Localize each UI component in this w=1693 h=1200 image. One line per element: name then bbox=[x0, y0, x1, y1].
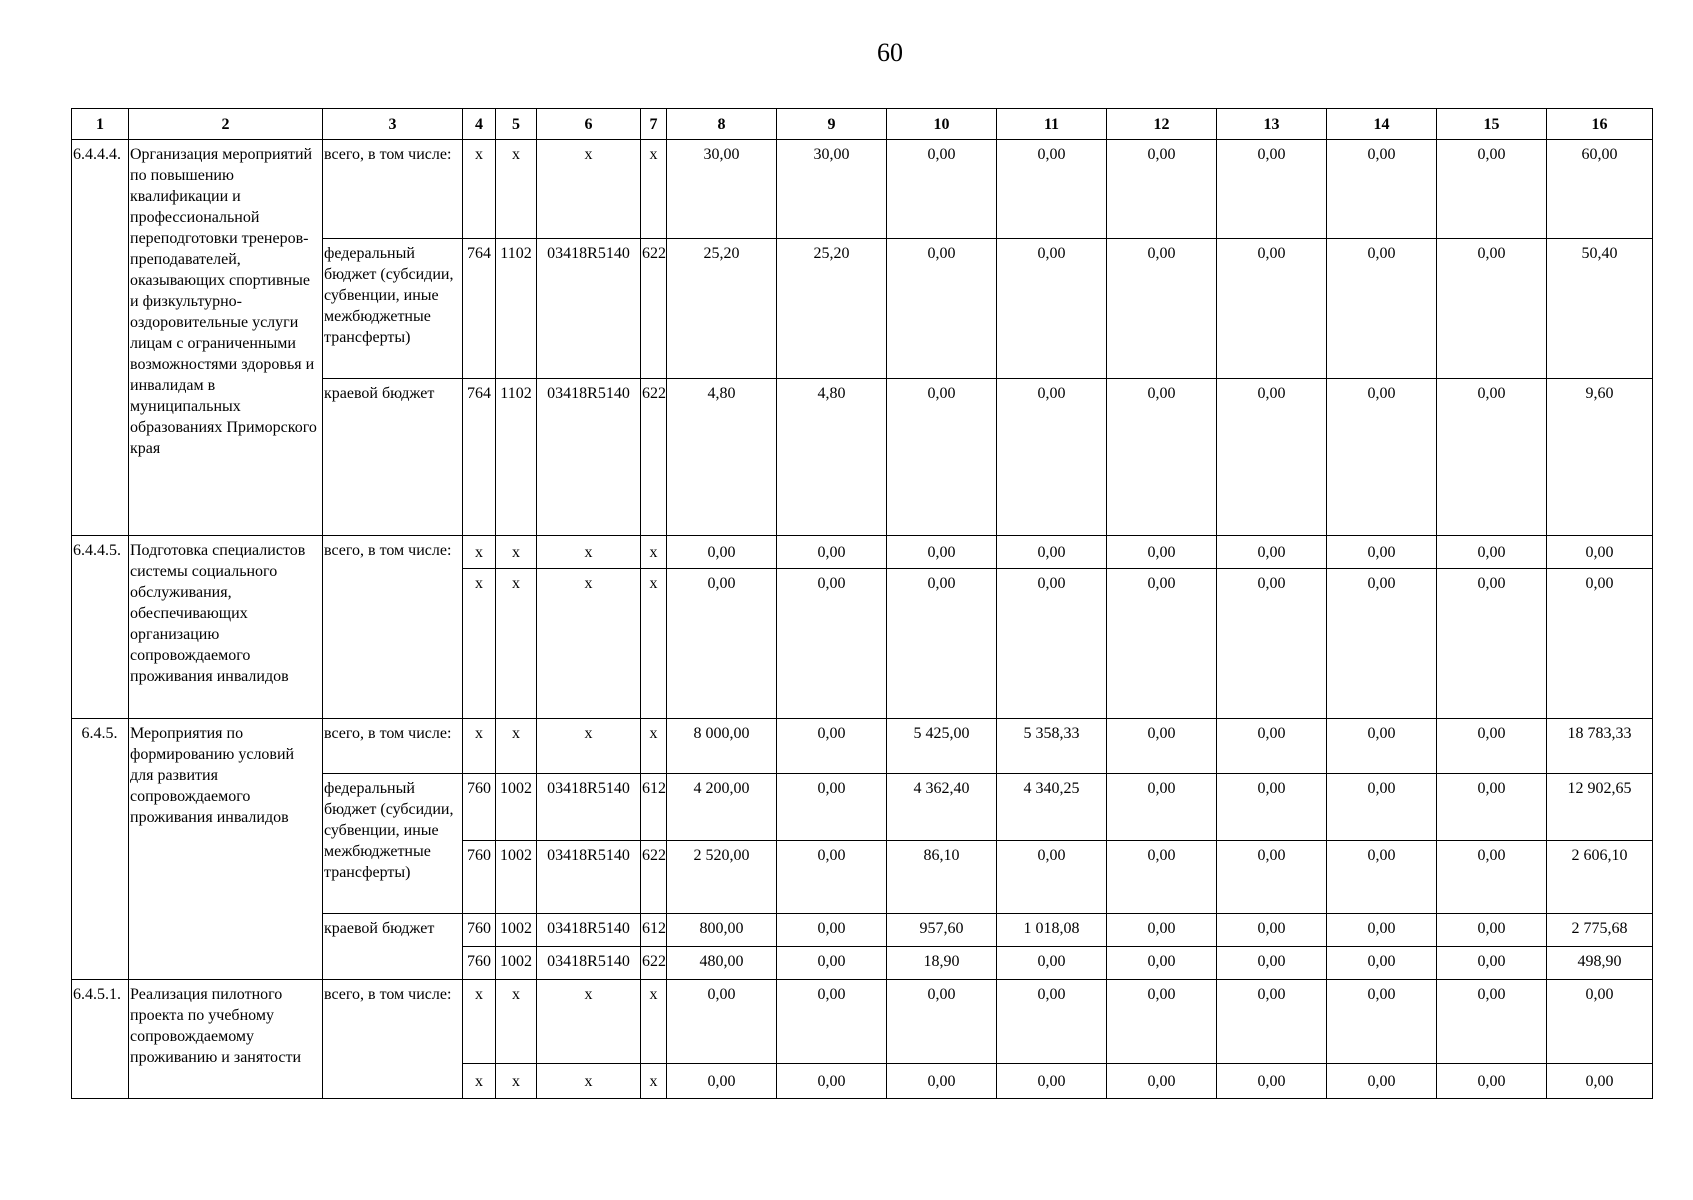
code-cell: 612 bbox=[641, 914, 667, 947]
value-cell: 25,20 bbox=[777, 239, 887, 379]
code-cell: 1002 bbox=[496, 914, 537, 947]
value-cell: 0,00 bbox=[997, 140, 1107, 239]
value-cell: 0,00 bbox=[1327, 914, 1437, 947]
budget-table bbox=[71, 108, 1653, 1099]
value-cell: 30,00 bbox=[777, 140, 887, 239]
column-header: 11 bbox=[997, 109, 1107, 140]
table-header-row bbox=[72, 109, 1653, 140]
column-header: 12 bbox=[1107, 109, 1217, 140]
code-cell: 03418R5140 bbox=[537, 239, 641, 379]
code-cell: x bbox=[463, 980, 496, 1064]
code-cell: x bbox=[641, 140, 667, 239]
value-cell: 0,00 bbox=[777, 569, 887, 719]
code-cell: 03418R5140 bbox=[537, 947, 641, 980]
column-header: 8 bbox=[667, 109, 777, 140]
value-cell: 0,00 bbox=[1437, 841, 1547, 914]
value-cell: 0,00 bbox=[1437, 379, 1547, 536]
value-cell: 0,00 bbox=[1107, 1064, 1217, 1099]
column-header: 3 bbox=[323, 109, 463, 140]
value-cell: 0,00 bbox=[1107, 536, 1217, 569]
value-cell: 0,00 bbox=[1107, 719, 1217, 774]
value-cell: 0,00 bbox=[1217, 980, 1327, 1064]
column-header: 1 bbox=[72, 109, 129, 140]
value-cell: 0,00 bbox=[1437, 239, 1547, 379]
code-cell: 1002 bbox=[496, 947, 537, 980]
value-cell: 800,00 bbox=[667, 914, 777, 947]
value-cell: 5 425,00 bbox=[887, 719, 997, 774]
value-cell: 8 000,00 bbox=[667, 719, 777, 774]
item-number: 6.4.4.4. bbox=[72, 140, 129, 536]
value-cell: 9,60 bbox=[1547, 379, 1653, 536]
value-cell: 4 362,40 bbox=[887, 774, 997, 841]
value-cell: 0,00 bbox=[1217, 841, 1327, 914]
code-cell: 03418R5140 bbox=[537, 774, 641, 841]
value-cell: 957,60 bbox=[887, 914, 997, 947]
value-cell: 0,00 bbox=[1107, 841, 1217, 914]
value-cell: 0,00 bbox=[1107, 140, 1217, 239]
table-row bbox=[72, 140, 1653, 239]
code-cell: x bbox=[537, 980, 641, 1064]
value-cell: 498,90 bbox=[1547, 947, 1653, 980]
code-cell: 622 bbox=[641, 239, 667, 379]
code-cell: 622 bbox=[641, 841, 667, 914]
value-cell: 0,00 bbox=[777, 841, 887, 914]
column-header: 14 bbox=[1327, 109, 1437, 140]
code-cell: x bbox=[496, 980, 537, 1064]
value-cell: 0,00 bbox=[997, 569, 1107, 719]
value-cell: 0,00 bbox=[1217, 379, 1327, 536]
value-cell: 2 775,68 bbox=[1547, 914, 1653, 947]
funding-source: всего, в том числе: bbox=[323, 980, 463, 1099]
value-cell: 0,00 bbox=[777, 1064, 887, 1099]
code-cell: x bbox=[463, 569, 496, 719]
column-header: 16 bbox=[1547, 109, 1653, 140]
value-cell: 0,00 bbox=[777, 947, 887, 980]
value-cell: 0,00 bbox=[887, 140, 997, 239]
value-cell: 0,00 bbox=[1217, 239, 1327, 379]
column-header: 2 bbox=[129, 109, 323, 140]
value-cell: 86,10 bbox=[887, 841, 997, 914]
value-cell: 0,00 bbox=[1217, 536, 1327, 569]
code-cell: x bbox=[463, 1064, 496, 1099]
column-header: 7 bbox=[641, 109, 667, 140]
code-cell: 1002 bbox=[496, 774, 537, 841]
value-cell: 0,00 bbox=[1437, 947, 1547, 980]
item-name: Мероприятия по формированию условий для развития сопровождаемого проживания инвалидов bbox=[129, 719, 323, 980]
value-cell: 0,00 bbox=[1107, 914, 1217, 947]
value-cell: 4 340,25 bbox=[997, 774, 1107, 841]
table-row bbox=[72, 719, 1653, 774]
value-cell: 0,00 bbox=[1217, 914, 1327, 947]
value-cell: 0,00 bbox=[1437, 536, 1547, 569]
code-cell: 760 bbox=[463, 914, 496, 947]
funding-source: федеральный бюджет (субсидии, субвенции, иные межбюджетные трансферты) bbox=[323, 774, 463, 914]
value-cell: 0,00 bbox=[1217, 1064, 1327, 1099]
value-cell: 0,00 bbox=[997, 1064, 1107, 1099]
value-cell: 0,00 bbox=[997, 841, 1107, 914]
value-cell: 0,00 bbox=[1437, 140, 1547, 239]
value-cell: 0,00 bbox=[777, 980, 887, 1064]
value-cell: 0,00 bbox=[997, 379, 1107, 536]
funding-source: федеральный бюджет (субсидии, субвенции, иные межбюджетные трансферты) bbox=[323, 239, 463, 379]
code-cell: x bbox=[641, 980, 667, 1064]
code-cell: 03418R5140 bbox=[537, 841, 641, 914]
value-cell: 0,00 bbox=[1327, 1064, 1437, 1099]
column-header: 6 bbox=[537, 109, 641, 140]
value-cell: 0,00 bbox=[777, 774, 887, 841]
value-cell: 0,00 bbox=[777, 536, 887, 569]
table-row bbox=[72, 980, 1653, 1064]
value-cell: 0,00 bbox=[1327, 140, 1437, 239]
value-cell: 5 358,33 bbox=[997, 719, 1107, 774]
value-cell: 2 606,10 bbox=[1547, 841, 1653, 914]
code-cell: 764 bbox=[463, 379, 496, 536]
code-cell: x bbox=[537, 140, 641, 239]
value-cell: 0,00 bbox=[1327, 569, 1437, 719]
value-cell: 0,00 bbox=[887, 569, 997, 719]
value-cell: 0,00 bbox=[1437, 914, 1547, 947]
value-cell: 4,80 bbox=[777, 379, 887, 536]
value-cell: 0,00 bbox=[887, 536, 997, 569]
value-cell: 25,20 bbox=[667, 239, 777, 379]
value-cell: 12 902,65 bbox=[1547, 774, 1653, 841]
funding-source: всего, в том числе: bbox=[323, 536, 463, 719]
value-cell: 1 018,08 bbox=[997, 914, 1107, 947]
value-cell: 0,00 bbox=[1437, 1064, 1547, 1099]
item-name: Организация мероприятий по повышению квалификации и профессиональной переподготовки тренеров-преподавателей, оказывающих спортивные и физкультурно-оздоровительные услуги лицам с ограниченными возможностями здоровья и инвалидам в муниципальных образованиях Приморского края bbox=[129, 140, 323, 536]
column-header: 9 bbox=[777, 109, 887, 140]
item-name: Реализация пилотного проекта по учебному сопровождаемому проживанию и занятости bbox=[129, 980, 323, 1099]
value-cell: 0,00 bbox=[1217, 719, 1327, 774]
value-cell: 0,00 bbox=[1437, 980, 1547, 1064]
code-cell: x bbox=[496, 140, 537, 239]
code-cell: x bbox=[496, 719, 537, 774]
code-cell: x bbox=[537, 569, 641, 719]
value-cell: 0,00 bbox=[1327, 774, 1437, 841]
funding-source: краевой бюджет bbox=[323, 914, 463, 980]
value-cell: 0,00 bbox=[1327, 536, 1437, 569]
value-cell: 0,00 bbox=[667, 1064, 777, 1099]
code-cell: 1002 bbox=[496, 841, 537, 914]
column-header: 5 bbox=[496, 109, 537, 140]
column-header: 15 bbox=[1437, 109, 1547, 140]
value-cell: 0,00 bbox=[1437, 774, 1547, 841]
funding-source: всего, в том числе: bbox=[323, 719, 463, 774]
value-cell: 0,00 bbox=[1217, 774, 1327, 841]
code-cell: x bbox=[641, 569, 667, 719]
value-cell: 0,00 bbox=[1217, 140, 1327, 239]
value-cell: 0,00 bbox=[1437, 719, 1547, 774]
value-cell: 4,80 bbox=[667, 379, 777, 536]
value-cell: 0,00 bbox=[1107, 774, 1217, 841]
column-header: 4 bbox=[463, 109, 496, 140]
value-cell: 0,00 bbox=[887, 1064, 997, 1099]
code-cell: 760 bbox=[463, 947, 496, 980]
code-cell: x bbox=[496, 536, 537, 569]
value-cell: 2 520,00 bbox=[667, 841, 777, 914]
value-cell: 0,00 bbox=[1107, 980, 1217, 1064]
code-cell: x bbox=[641, 719, 667, 774]
value-cell: 0,00 bbox=[1107, 379, 1217, 536]
code-cell: 03418R5140 bbox=[537, 914, 641, 947]
code-cell: 03418R5140 bbox=[537, 379, 641, 536]
value-cell: 0,00 bbox=[777, 914, 887, 947]
value-cell: 480,00 bbox=[667, 947, 777, 980]
value-cell: 0,00 bbox=[667, 536, 777, 569]
code-cell: 622 bbox=[641, 947, 667, 980]
funding-source: всего, в том числе: bbox=[323, 140, 463, 239]
item-number: 6.4.4.5. bbox=[72, 536, 129, 719]
value-cell: 30,00 bbox=[667, 140, 777, 239]
code-cell: 622 bbox=[641, 379, 667, 536]
value-cell: 0,00 bbox=[887, 980, 997, 1064]
code-cell: 612 bbox=[641, 774, 667, 841]
value-cell: 50,40 bbox=[1547, 239, 1653, 379]
value-cell: 18 783,33 bbox=[1547, 719, 1653, 774]
value-cell: 0,00 bbox=[997, 536, 1107, 569]
value-cell: 60,00 bbox=[1547, 140, 1653, 239]
value-cell: 0,00 bbox=[1547, 980, 1653, 1064]
code-cell: x bbox=[463, 536, 496, 569]
code-cell: 1102 bbox=[496, 239, 537, 379]
value-cell: 0,00 bbox=[887, 239, 997, 379]
value-cell: 4 200,00 bbox=[667, 774, 777, 841]
value-cell: 0,00 bbox=[1107, 947, 1217, 980]
value-cell: 0,00 bbox=[1107, 569, 1217, 719]
value-cell: 0,00 bbox=[777, 719, 887, 774]
value-cell: 0,00 bbox=[1547, 536, 1653, 569]
column-header: 13 bbox=[1217, 109, 1327, 140]
code-cell: x bbox=[537, 536, 641, 569]
column-header: 10 bbox=[887, 109, 997, 140]
value-cell: 0,00 bbox=[1547, 1064, 1653, 1099]
funding-source: краевой бюджет bbox=[323, 379, 463, 536]
value-cell: 0,00 bbox=[997, 239, 1107, 379]
value-cell: 0,00 bbox=[1327, 239, 1437, 379]
value-cell: 0,00 bbox=[997, 947, 1107, 980]
value-cell: 0,00 bbox=[1327, 719, 1437, 774]
value-cell: 0,00 bbox=[1327, 980, 1437, 1064]
code-cell: 760 bbox=[463, 841, 496, 914]
item-number: 6.4.5.1. bbox=[72, 980, 129, 1099]
code-cell: 764 bbox=[463, 239, 496, 379]
code-cell: x bbox=[496, 1064, 537, 1099]
code-cell: x bbox=[537, 1064, 641, 1099]
value-cell: 0,00 bbox=[1327, 379, 1437, 536]
value-cell: 0,00 bbox=[1327, 947, 1437, 980]
value-cell: 0,00 bbox=[887, 379, 997, 536]
value-cell: 0,00 bbox=[997, 980, 1107, 1064]
code-cell: x bbox=[641, 536, 667, 569]
code-cell: 1102 bbox=[496, 379, 537, 536]
item-name: Подготовка специалистов системы социального обслуживания, обеспечивающих организацию сопровождаемого проживания инвалидов bbox=[129, 536, 323, 719]
page-number: 60 bbox=[877, 38, 903, 67]
value-cell: 0,00 bbox=[1217, 947, 1327, 980]
code-cell: x bbox=[463, 719, 496, 774]
value-cell: 0,00 bbox=[1547, 569, 1653, 719]
value-cell: 18,90 bbox=[887, 947, 997, 980]
code-cell: x bbox=[463, 140, 496, 239]
code-cell: x bbox=[537, 719, 641, 774]
table-row bbox=[72, 536, 1653, 569]
code-cell: x bbox=[641, 1064, 667, 1099]
value-cell: 0,00 bbox=[667, 980, 777, 1064]
item-number: 6.4.5. bbox=[72, 719, 129, 980]
code-cell: x bbox=[496, 569, 537, 719]
value-cell: 0,00 bbox=[1217, 569, 1327, 719]
value-cell: 0,00 bbox=[667, 569, 777, 719]
value-cell: 0,00 bbox=[1107, 239, 1217, 379]
value-cell: 0,00 bbox=[1437, 569, 1547, 719]
value-cell: 0,00 bbox=[1327, 841, 1437, 914]
code-cell: 760 bbox=[463, 774, 496, 841]
